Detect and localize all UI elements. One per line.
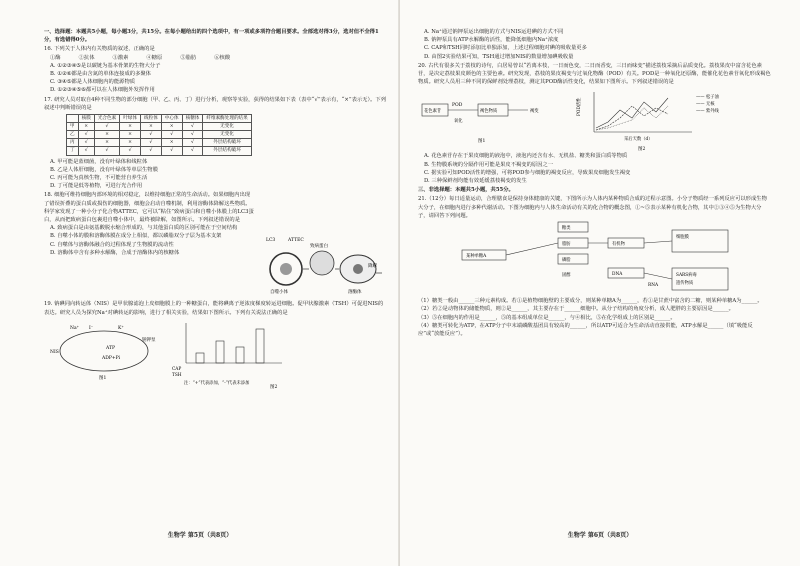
table-cell: × — [161, 139, 182, 147]
q19-continued — [418, 28, 772, 61]
q17-option-b: B. 乙是人体肝细胞，没有叶绿体等单层生物膜 — [50, 166, 158, 173]
table-cell: × — [94, 131, 119, 139]
table-cell: √ — [94, 123, 119, 131]
q18-option-d: D. 溶酶体中含有多种水解酶，合成于溶酶体内的核糖体 — [50, 249, 180, 256]
table-header: 线粒体 — [141, 115, 162, 123]
table-cell: √ — [141, 139, 162, 147]
q18-stem: 18. 细胞可维持细胞内部环境的相对稳定，以维持细胞正常的生命活动。如果细胞内出现了错误折叠的蛋白质或损伤的细胞器，细胞会启动自噬机制，利用溶酶体降解这些物质。科学家发现了一种小分子化合物ATTEC，它可以“粘住”致病蛋白和自噬小体膜上的LC3蛋白，从而把致病蛋白包裹进自噬小体中，最终被降解，如图所示。下列叙述错误的是 — [44, 192, 254, 223]
label-na: Na⁺ — [70, 325, 79, 331]
autophagy-diagram — [258, 229, 383, 299]
q16-item: ③激素 — [112, 54, 129, 61]
q19-stem: 19. 钠碘同向转运体（NIS）是甲状腺滤泡上皮细胞膜上的一种糖蛋白，能将碘离子逆浓度梯度转运进细胞。促甲状腺激素（TSH）可促进NIS的表达。研究人员为探究Na⁺对碘转运的影响，进行了相关实验，结果如下图所示。下列有关说法正确的是 — [44, 301, 384, 316]
table-header — [67, 115, 79, 123]
q16-option-a: A. ①②③④⑤是以碳链为基本骨架的生物大分子 — [50, 62, 161, 69]
label-lc3: LC3 — [266, 238, 276, 244]
q20-fig1-label: 图1 — [478, 139, 486, 145]
q20-option-c: C. 据实验可知POD活性的增强，可将POD参与细胞的褐变反应，导致果皮细胞发生褐变 — [424, 169, 631, 176]
table-cell: × — [120, 123, 141, 131]
q16-item: ⑥核酸 — [214, 54, 231, 61]
q16-item: ④糖原 — [146, 54, 163, 61]
table-cell: 无变化 — [203, 123, 251, 131]
row-label-cap: CAP — [172, 366, 182, 372]
table-cell: √ — [182, 131, 203, 139]
table-row — [67, 131, 252, 139]
q19-option-b: B. 钠钾泵具有ATP水解酶的活性，能降低细胞内Na⁺浓度 — [424, 37, 559, 44]
organic-compound-concept-map — [458, 220, 758, 294]
label-oxidation: 氧化 — [454, 119, 463, 125]
iodine-uptake-chart — [170, 319, 290, 389]
q20-option-a: A. 花色素苷存在于果皮细胞的液泡中，液泡内还含有水、无机盐、糖类和蛋白质等物质 — [424, 153, 628, 160]
pod-activity-chart — [574, 88, 734, 152]
fig1-label: 图1 — [99, 375, 107, 381]
table-cell: √ — [94, 147, 119, 155]
label-sugar: 糖类 — [562, 226, 571, 232]
label-fat: 脂肪 — [562, 242, 571, 248]
label-pathogenic-protein: 致病蛋白 — [310, 244, 328, 250]
label-genetic-material: 遗传物质 — [676, 281, 694, 287]
table-cell: √ — [161, 131, 182, 139]
table-row — [67, 147, 252, 155]
legend-item: —— 紫外线 — [696, 109, 719, 115]
label-sterol: 固醇 — [562, 273, 571, 279]
table-cell: √ — [120, 147, 141, 155]
q21-sub3: （3）⑤在细胞内的作用是______，⑤的基本组成单位是______，与④相比，⑤在化学组成上的区别是______。 — [418, 314, 676, 321]
table-cell: × — [120, 131, 141, 139]
table-cell: × — [78, 123, 94, 131]
q17-stem: 17. 研究人员对取自4种不同生物的部分细胞（甲、乙、丙、丁）进行分析，观察等实验，获得的结果如下表（表中“√”表示有，“×”表示无）。下列叙述中判断错误的是 — [44, 96, 386, 111]
table-header: 纤维素酶处理的结果 — [203, 115, 251, 123]
q16-item: ②抗体 — [78, 54, 95, 61]
q19-option-a: A. Na⁺通过钠钾泵运出细胞的方式与NIS运进碘的方式不同 — [424, 29, 564, 35]
table-cell: √ — [78, 131, 94, 139]
label-na-k-pump: 钠钾泵 — [142, 337, 156, 343]
q16-stem: 16. 下列关于人体内有关物质的叙述，正确的是 — [44, 46, 155, 53]
q17-option-c: C. 丙可能为真核生物，不可能营自养生活 — [50, 174, 148, 181]
nis-transport-diagram — [44, 319, 164, 381]
label-autophagosome: 自噬小体 — [270, 290, 288, 296]
label-adp: ADP+Pi — [102, 355, 121, 361]
label-monosaccharide-a: 某种单糖A — [466, 254, 487, 260]
label-lysosome: 溶酶体 — [348, 290, 362, 296]
chart-caption: 注：“+”代表添加，“-”代表未添加 — [184, 380, 250, 386]
q21-sub4: （4）糖类可转化为ATP，在ATP分子中末端磷酸基团具有较高的______，所以ATP可适合为生命活动直接供能，ATP水解是______（填“吸能反应”或“放能反应”）。 — [418, 322, 753, 338]
q20-stem: 20. 古代有很多关于荔枝的诗句，白居易曾以“若离本枝，一日而色变，二日而香变，三日而味变”描述荔枝采摘后品质变化。荔枝果皮中富含花色素苷，是决定荔枝果皮颜色的主要色素。研究发现，荔枝的果皮褐变与过氧化物酶（POD）有关。POD是一种氧化还原酶，能催化花色素苷氧化形成褐色物质。研究人员用三种不同的保鲜剂处理荔枝，测定其POD酶活性变化，结果如下图所示。下列叙述错误的是 — [418, 62, 771, 86]
question-18 — [44, 191, 386, 299]
fig2-label: 图2 — [270, 384, 278, 389]
question-21 — [418, 195, 772, 338]
q21-sub2: （2）若②是动物体的储能物质，则②是______，其主要存在于______细胞中。从分子结构的角度分析，成人肥胖的主要原因是______。 — [418, 306, 734, 313]
table-cell: × — [161, 123, 182, 131]
label-attec: ATTEC — [288, 238, 304, 244]
table-header: 核糖体 — [182, 115, 203, 123]
row-label-tsh: TSH — [172, 372, 182, 378]
label-cell-membrane: 细胞膜 — [676, 235, 689, 241]
label-phospholipid: 磷脂 — [562, 258, 571, 264]
label-browning: 褐变 — [530, 109, 539, 115]
table-cell: 外层结构破坏 — [203, 147, 251, 155]
q16-item: ①酶 — [50, 54, 61, 61]
table-cell: 乙 — [67, 131, 79, 139]
table-cell: 丁 — [67, 147, 79, 155]
table-cell: √ — [78, 147, 94, 155]
q20-figures — [418, 88, 772, 152]
table-cell: √ — [78, 139, 94, 147]
q20-fig2-label: 图2 — [638, 147, 646, 153]
q19-option-d: D. 由图2实验结果可知，TSH通过增加NIS的数量增加碘吸收量 — [424, 53, 574, 60]
q21-sub1: （1）糖类一般由______三种元素构成。若①是植物细胞壁的主要成分，则某种单糖A为______，若①是甘蔗中富含的二糖，则某种单糖A为______。 — [418, 298, 763, 305]
section-header-choice: 一、选择题：本题共5小题，每小题3分，共15分。在每小题给出的四个选项中，有一项或多项符合题目要求。全部选对得3分，选对但不全得1分，有选错得0分。 — [44, 29, 379, 44]
q18-option-c: C. 自噬体与溶酶体融合的过程体现了生物膜的流动性 — [50, 241, 174, 248]
question-20 — [418, 62, 772, 185]
table-cell: √ — [161, 147, 182, 155]
q20-option-b: B. 生物膜系统的分隔作用可能是果皮不褐变的原因之一 — [424, 161, 554, 168]
table-header: 光合色素 — [94, 115, 119, 123]
table-row — [67, 139, 252, 147]
label-nis: NIS — [50, 349, 59, 355]
q19-option-c: C. CAP和TSH同时添加比单独添加，上述过程细胞对碘的吸收量更多 — [424, 45, 587, 52]
table-cell: √ — [182, 139, 203, 147]
page-right — [400, 0, 800, 566]
question-17 — [44, 96, 386, 191]
q16-items — [44, 54, 386, 62]
q18-option-b: B. 自噬小体的膜和溶酶体膜在成分上相似，都以磷脂双分子层为基本支架 — [50, 233, 222, 240]
question-16 — [44, 45, 386, 94]
label-sars-virus: SARS病毒 — [676, 273, 697, 279]
label-dna: DNA — [612, 272, 623, 278]
page-footer-left: 生物学 第5页（共8页） — [167, 531, 233, 539]
table-cell: × — [141, 123, 162, 131]
q17-option-a: A. 甲可能是蓝细菌，没有叶绿体和线粒体 — [50, 158, 148, 165]
label-brown-substance: 褐色物质 — [480, 109, 498, 115]
label-iodide: I⁻ — [89, 325, 94, 331]
q16-item: ⑤脂肪 — [180, 54, 197, 61]
table-cell: √ — [141, 147, 162, 155]
table-cell: √ — [182, 147, 203, 155]
label-organic: 有机物 — [612, 242, 625, 248]
q17-option-d: D. 丁可能是低等植物，可进行光合作用 — [50, 183, 143, 190]
table-cell: 丙 — [67, 139, 79, 147]
legend-item: —— 无核 — [696, 102, 715, 108]
table-cell: × — [120, 139, 141, 147]
q16-option-b: B. ①②⑥都是由含氮的单体连接成的多聚体 — [50, 71, 151, 78]
table-cell: 无变化 — [203, 131, 251, 139]
label-degrade: 降解 — [368, 264, 377, 270]
q16-option-c: C. ③④⑤都是人体细胞内的能源物质 — [50, 79, 136, 86]
chart-xlabel: 采后天数（d） — [624, 137, 653, 143]
table-row — [67, 123, 252, 131]
chart-ylabel: POD活性 — [577, 97, 582, 117]
page-footer-right: 生物学 第6页（共8页） — [567, 531, 633, 539]
label-rna: RNA — [648, 283, 659, 289]
table-cell: √ — [182, 123, 203, 131]
table-cell: 外层结构破坏 — [203, 139, 251, 147]
table-header: 核膜 — [78, 115, 94, 123]
table-cell: 甲 — [67, 123, 79, 131]
q17-table — [66, 114, 252, 156]
q20-option-d: D. 三种保鲜剂均能有效延缓荔枝褐变的发生 — [424, 178, 527, 185]
legend-item: —— 松子油 — [696, 95, 719, 101]
question-19 — [44, 300, 386, 388]
table-cell: √ — [141, 131, 162, 139]
label-pod: POD — [452, 103, 463, 109]
section-header-nonchoice: 三、非选择题：本题共5小题，共55分。 — [418, 187, 514, 194]
q18-option-a: A. 致病蛋白是由氨基酸脱水缩合形成的，与其他蛋白质的区别可能在于空间结构 — [50, 225, 238, 232]
table-header: 叶绿体 — [120, 115, 141, 123]
label-anthocyanin: 花色素苷 — [424, 109, 442, 115]
label-k: K⁺ — [118, 325, 124, 331]
table-header-row — [67, 115, 252, 123]
pod-pathway-diagram — [418, 88, 568, 146]
q19-figures — [44, 319, 386, 389]
label-atp: ATP — [106, 345, 116, 351]
q16-option-d: D. ①②③④⑤⑥都可以在人体细胞外发挥作用 — [50, 87, 155, 94]
table-header: 中心体 — [161, 115, 182, 123]
table-cell: × — [94, 139, 119, 147]
q21-stem: 21.（12分）每日适量运动，合理膳食是保持身体健康的关键，下图所示为人体内某种物质合成的过程示意图。小分子物质经一系列反应可以形成生物大分子，在细胞内进行多种代谢活动。下图为细胞内与人体生命活动有关的化合物的概念图，①~⑤表示某种有机化合物，其中②③④⑤为生物大分子，请回答下列问题。 — [418, 196, 767, 219]
